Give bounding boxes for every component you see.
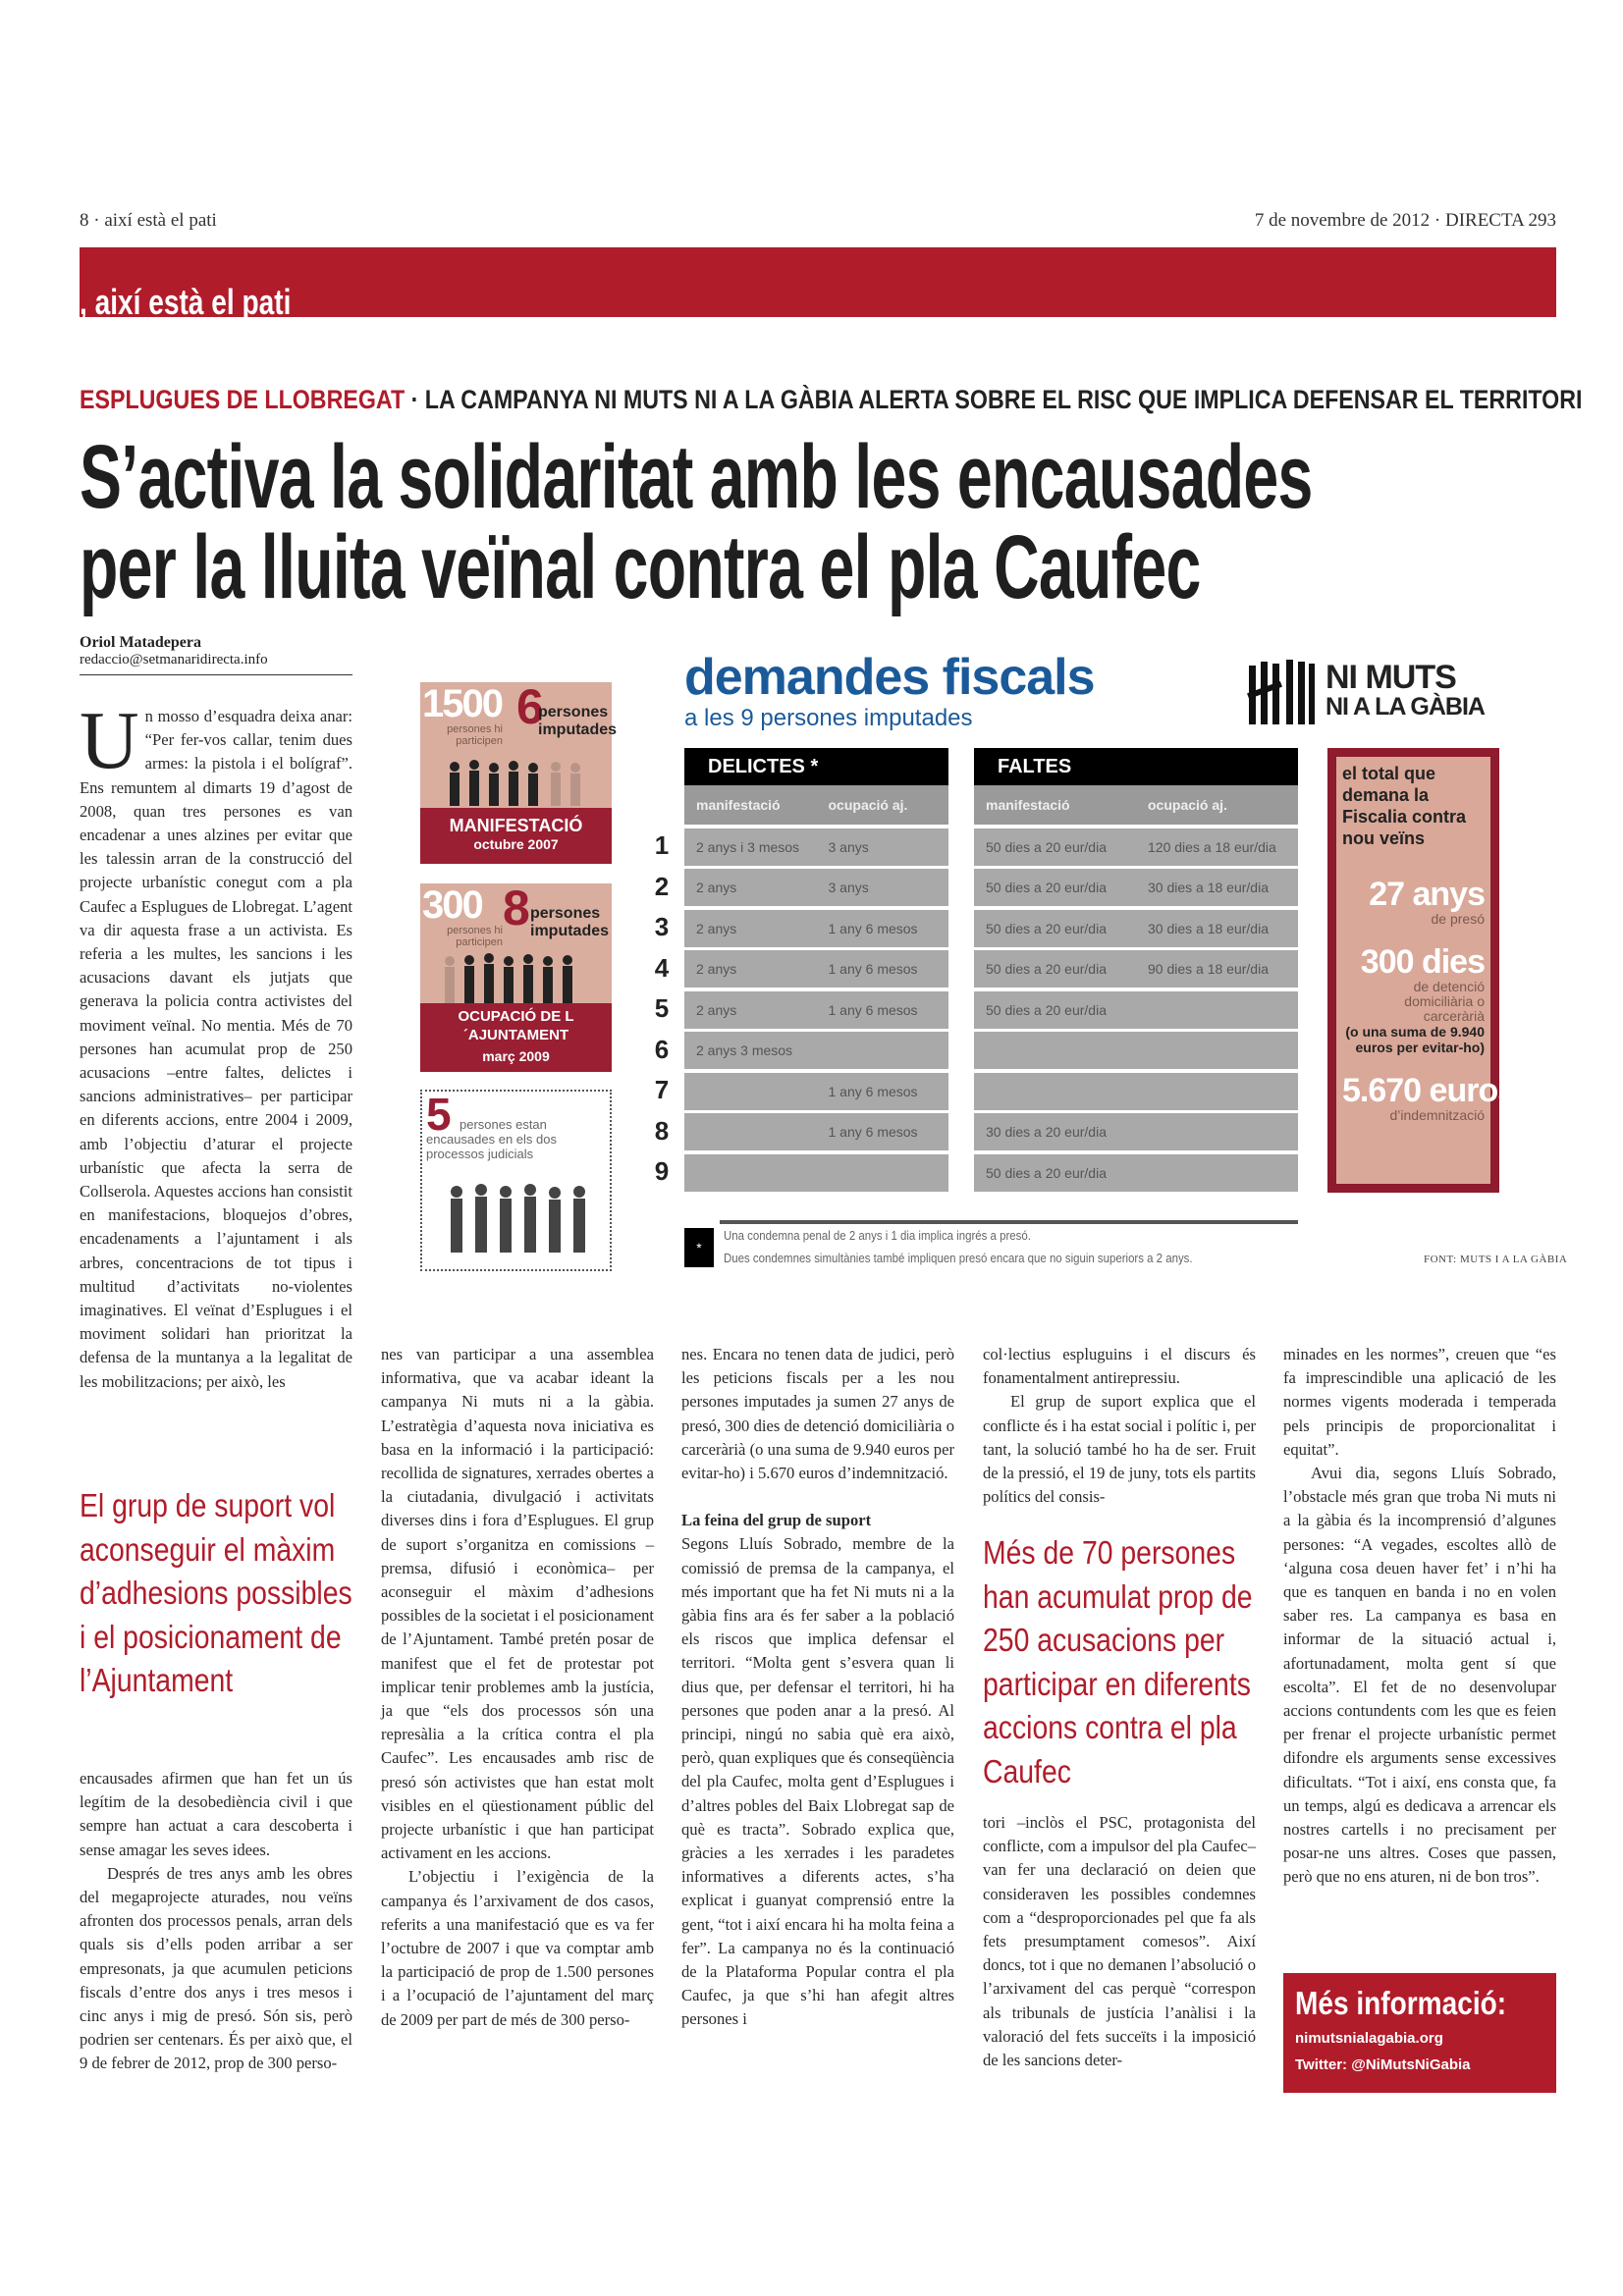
participants-count: 1500: [422, 682, 502, 725]
more-info-title: Més informació:: [1295, 1985, 1507, 2021]
event-date: març 2009: [482, 1048, 550, 1064]
page-folio: 8 · així està el pati: [80, 210, 217, 231]
participants-label: persones hi participen: [447, 925, 503, 948]
table-row: [684, 950, 948, 988]
cell: 1 any 6 mesos: [828, 961, 918, 977]
total-prison: 27 anys: [1369, 876, 1485, 913]
asterisk-icon: *: [684, 1228, 714, 1267]
cell: 50 dies a 20 eur/dia: [986, 1164, 1107, 1181]
headline-line: S’activa la solidaritat amb les encausades: [80, 427, 1313, 527]
cell: 2 anys: [696, 920, 737, 936]
paragraph: tori –inclòs el PSC, protagonista del conflicte, com a impulsor del pla Caufec– van fer una declaració on deien que consideraven les possibles condemnes com a “desproporcionades pel que fa als fets presumptament comesos”. Així doncs, tot i que no demanen l’absolució o l’arxivament del cas perquè “correspon als tribunals de justícia l’anàlisi i la valoració del fets succeïts i la imposició de les sancions deter-: [983, 1813, 1256, 2070]
imputed-count: 6: [516, 679, 544, 734]
paragraph: L’objectiu i l’exigència de la campanya és l’arxivament de dos casos, referits a una manifestació que es va fer l’octubre de 2007 i que va comptar amb la participació de prop de 1.500 persones i a l’ocupació de l’ajuntament del març de 2009 per part de més de 300 perso-: [381, 1867, 654, 2029]
pull-quote: Més de 70 persones han acumulat prop de 250 acusacions per participar en diferents accions contra el pla Caufec: [983, 1534, 1253, 1789]
column-header: manifestació: [986, 797, 1070, 813]
cell: 3 anys: [828, 880, 869, 895]
table-row: [974, 1032, 1298, 1069]
column-3: [681, 1343, 954, 2032]
stat-box-both-processes: [420, 1090, 612, 1271]
row-number: 2: [654, 871, 670, 901]
table-row: [684, 1154, 948, 1192]
table-row: [684, 869, 948, 906]
crowd-silhouette-icon: [440, 759, 592, 806]
cell: 30 dies a 18 eur/dia: [1148, 880, 1269, 895]
total-days-label: de detenció domiciliària o carceràrià: [1404, 979, 1485, 1024]
table-row: [974, 1073, 1298, 1110]
total-box: [1327, 748, 1516, 1193]
stat-box-manifestacio: [420, 679, 618, 864]
paragraph: n mosso d’esquadra deixa anar: “Per fer-vos callar, tenim dues armes: la pistola i el bolígraf”. Ens remuntem al dimarts 19 d’agost de 2008, quan tres persones es van encadenar a unes alzines per evitar que les talessin arran de la construcció del projecte urbanístic conegut com a pla Caufec a Esplugues de Llobregat. L’agent va dir aquesta frase a un activista. Es referia a les multes, les sancions i les acusacions davant els jutjats que generava la policia contra activistes del moviment veïnal. No mentia. Més de 70 persones han acumulat prop de 250 acusacions –entre faltes, delictes i sancions administratives– per participar en diferents accions, entre 2004 i 2009, amb l’objectiu d’aturar el projecte urbanístic que afecta la serra de Collserola. Aquestes accions han consistit en manifestacions, bloquejos d’obres, encadenaments a l’ajuntament i als arbres, concentracions de tot tipus i multitud d’activitats no-violentes imaginatives. El veïnat d’Esplugues i el moviment solidari han prioritzat la defensa de la muntanya a la legalitat de les mobilitzacions; per això, les: [80, 707, 352, 1391]
cell: 2 anys 3 mesos: [696, 1042, 793, 1058]
paragraph: encausades afirmen que han fet un ús legítim de la desobediència civil i que sempre han actuat a cara descoberta i sense amagar les seves idees.: [80, 1769, 352, 1859]
twitter-link[interactable]: Twitter: @NiMutsNiGabia: [1295, 2056, 1471, 2073]
subheading: La feina del grup de suport: [681, 1511, 872, 1530]
infographic-title: demandes fiscals: [684, 649, 1095, 706]
headline: [80, 427, 1313, 617]
table-row: [684, 828, 948, 866]
row-number: 8: [654, 1115, 670, 1146]
total-prison-label: de presó: [1431, 911, 1485, 927]
cell: 3 anys: [828, 838, 869, 855]
kicker-place: ESPLUGUES DE LLOBREGAT: [80, 385, 406, 414]
infographic-subtitle: a les 9 persones imputades: [684, 705, 973, 731]
total-euros: 5.670 euros: [1342, 1072, 1516, 1109]
logo-line: NI A LA GÀBIA: [1325, 693, 1485, 721]
cell: 2 anys: [696, 880, 737, 895]
event-label: [420, 1003, 612, 1072]
more-info-box: [1283, 1973, 1556, 2093]
both-label: persones estan encausades en els dos processos judicials: [426, 1117, 557, 1161]
column-1a: [80, 695, 352, 1394]
paragraph: Segons Lluís Sobrado, membre de la comissió de premsa de la campanya, el més important que ha fet Ni muts ni a la gàbia fins ara és fer saber a la població els riscos que implica defensar el territori. “Molta gent s’esvera quan li dius que, per defensar el territori, hi ha persones que poden anar a la presó. Al principi, ningú no sabia què era això, però, quan expliques que és conseqüència del pla Caufec, molta gent d’Esplugues i d’altres pobles del Baix Llobregat sap de què es tracta”. Sobrado explica que, gràcies a les xerrades i les paradetes informatives a diferents actes, s’ha explicat i guanyat comprensió entre la gent, “tot i així encara hi ha molta feina a fer”. La campanya no és la continuació de la Plataforma Popular contra el pla Caufec, ja que s’hi han afegit altres persones i: [681, 1534, 954, 2029]
paragraph: nes. Encara no tenen data de judici, però les peticions fiscals per a les nou persones imputades ja sumen 27 anys de presó, 300 dies de detenció domiciliària o carceràrià (o una suma de 9.940 euros per evitar-ho) i 5.670 euros d’indemnització.: [681, 1345, 954, 1483]
row-number: 1: [654, 830, 670, 860]
column-4b: [983, 1811, 1256, 2072]
row-number: 3: [654, 912, 670, 941]
total-heading: el total que demana la Fiscalia contra nou veïns: [1342, 764, 1467, 848]
event-date: octubre 2007: [473, 836, 559, 852]
row-number: 6: [654, 1034, 670, 1064]
table-row: [684, 1073, 948, 1110]
column-header: manifestació: [696, 797, 781, 813]
table-row: [684, 1032, 948, 1069]
prison-bars-icon: [1247, 658, 1316, 726]
table-row: [974, 1154, 1298, 1192]
cell: 2 anys: [696, 1001, 737, 1018]
paragraph: col·lectius espluguins i el discurs és fonamentalment antirepressiu.: [983, 1345, 1256, 1388]
logo-line: NI MUTS: [1325, 659, 1456, 696]
paragraph: Avui dia, segons Lluís Sobrado, l’obstacle més gran que troba Ni muts ni a la gàbia és la incomprensió d’algunes persones: “A vegades, escoltes allò de ‘alguna cosa deuen haver fet’ i n’hi ha que es tanquen en banda i no en volen saber res. La campanya es basa en informar de la situació actual i, afortunadament, molta gent sí que escolta”. El fet de no desenvolupar accions contundents com les que es feien per frenar el projecte urbanístic permet difondre els arguments sense excessives dificultats. “Tot i així, ens consta que, fa un temps, algú es dedicava a arrencar els nostres cartells i no precisament per posar-ne uns altres. Coses que passen, però que no ens aturen, ni de bon tros”.: [1283, 1464, 1556, 1887]
cell: 1 any 6 mesos: [828, 1083, 918, 1099]
paragraph: minades en les normes”, creuen que “es fa imprescindible una aplicació de les normes vigents moderada i temperada pels principis de proporcionalitat i equitat”.: [1283, 1345, 1556, 1459]
footnote-line: Dues condemnes simultànies també impliquen presó encara que no siguin superiors a 2 anys.: [724, 1251, 1193, 1265]
cell: 50 dies a 20 eur/dia: [986, 1001, 1107, 1018]
imputed-label: persones imputades: [530, 905, 610, 939]
crowd-silhouette-icon: [442, 1180, 594, 1258]
total-euros-label: d’indemnització: [1389, 1107, 1485, 1123]
faltes-table: [974, 748, 1298, 1192]
cell: 30 dies a 20 eur/dia: [986, 1124, 1107, 1140]
row-number: 4: [654, 952, 670, 983]
cell: 1 any 6 mesos: [828, 1001, 918, 1018]
table-row: [974, 950, 1298, 988]
headline-line: per la lluita veïnal contra el pla Caufec: [80, 517, 1201, 617]
event-label: [420, 808, 612, 864]
table-title: FALTES: [974, 748, 1298, 785]
table-title: DELICTES *: [684, 748, 948, 785]
event-name: MANIFESTACIÓ: [449, 816, 583, 835]
table-row: [974, 1113, 1298, 1150]
row-number: 5: [654, 993, 670, 1023]
column-4a: [983, 1343, 1256, 1509]
author: Oriol Matadepera: [80, 634, 201, 651]
cell: 50 dies a 20 eur/dia: [986, 920, 1107, 936]
cell: 2 anys: [696, 961, 737, 977]
row-number: 9: [654, 1156, 670, 1186]
pull-quote: El grup de suport vol aconseguir el màxim d’adhesions possibles i el posicionament de l’Ajuntament: [80, 1487, 352, 1698]
crowd-silhouette-icon: [440, 952, 592, 1003]
participants-label: persones hi participen: [447, 723, 503, 747]
stat-box-ocupacio: [420, 883, 612, 1072]
cell: 1 any 6 mesos: [828, 1124, 918, 1140]
table-row: [684, 991, 948, 1029]
total-days: 300 dies: [1360, 943, 1485, 981]
column-header: ocupació aj.: [1148, 797, 1227, 813]
table-row: [974, 869, 1298, 906]
author-email[interactable]: redaccio@setmanaridirecta.info: [80, 652, 268, 667]
participants-count: 300: [422, 883, 482, 927]
section-band: [80, 247, 1556, 322]
imputed-label: persones imputades: [538, 704, 618, 738]
website-link[interactable]: nimutsnialagabia.org: [1295, 2030, 1443, 2047]
issue-date: 7 de novembre de 2012 · DIRECTA 293: [1254, 210, 1556, 231]
source-credit: FONT: MUTS I A LA GÀBIA: [1424, 1254, 1568, 1265]
cell: 90 dies a 18 eur/dia: [1148, 961, 1269, 977]
event-name: OCUPACIÓ DE L´AJUNTAMENT: [458, 1008, 574, 1043]
row-number: 7: [654, 1075, 670, 1104]
cell: 2 anys i 3 mesos: [696, 838, 800, 855]
paragraph: El grup de suport explica que el conflicte és i ha estat social i polític i, per tant, la solució també ho ha de ser. Fruit de la pressió, el 19 de juny, tots els partits polítics del consis-: [983, 1392, 1256, 1507]
column-5: [1283, 1343, 1556, 1890]
table-row: [684, 910, 948, 947]
cell: 50 dies a 20 eur/dia: [986, 961, 1107, 977]
cell: 30 dies a 18 eur/dia: [1148, 920, 1269, 936]
total-days-note: (o una suma de 9.940 euros per evitar-ho): [1345, 1024, 1485, 1055]
column-2: [381, 1343, 654, 2032]
cell: 1 any 6 mesos: [828, 920, 918, 936]
column-1b: [80, 1767, 352, 2076]
both-count: 5: [426, 1089, 452, 1140]
campaign-logo: [1247, 658, 1485, 726]
table-row: [974, 991, 1298, 1029]
table-row: [974, 910, 1298, 947]
paragraph: Després de tres anys amb les obres del megaprojecte aturades, nou veïns afronten dos processos penals, arran dels quals sis d’ells poden arribar a ser empresonats, ja que acumulen peticions fiscals d’entre dos anys i tres mesos i cinc anys i mig de presó. Són sis, però podrien ser centenars. És per això que, el 9 de febrer de 2012, prop de 300 perso-: [80, 1863, 352, 2073]
table-row: [684, 1113, 948, 1150]
kicker: [80, 385, 1582, 415]
byline: [80, 634, 352, 675]
imputed-count: 8: [503, 881, 530, 935]
section-title: , així està el pati: [80, 282, 292, 322]
kicker-text: · LA CAMPANYA NI MUTS NI A LA GÀBIA ALERTA SOBRE EL RISC QUE IMPLICA DEFENSAR EL TERRITORI: [405, 385, 1583, 414]
cell: 120 dies a 18 eur/dia: [1148, 838, 1276, 855]
cell: 50 dies a 20 eur/dia: [986, 880, 1107, 895]
footnote: [684, 1220, 1298, 1269]
footnote-line: Una condemna penal de 2 anys i 1 dia implica ingrés a presó.: [724, 1228, 1031, 1243]
paragraph: nes van participar a una assemblea informativa, que va acabar ideant la campanya Ni muts ni a la gàbia. L’estratègia d’aquesta nova iniciativa es basa en la informació i la participació: recollida de signatures, xerrades obertes a la ciutadania, divulgació i activitats diverses dins i fora d’Esplugues. El grup de suport s’organitza en comissions –premsa, difusió i econòmica– per aconseguir el màxim d’adhesions possibles de la societat i el posicionament de l’Ajuntament. També pretén posar de manifest que el fet de protestar pot implicar tenir problemes amb la justícia, ja que “els dos processos són una represàlia a la crítica contra el pla Caufec”. Les encausades amb risc de presó són activistes que han estat molt visibles en el qüestionament públic del projecte urbanístic i que han participat activament en les accions.: [381, 1345, 654, 1863]
cell: 50 dies a 20 eur/dia: [986, 838, 1107, 855]
table-row: [974, 828, 1298, 866]
delictes-table: [684, 748, 948, 1192]
drop-cap: U: [80, 695, 139, 786]
column-header: ocupació aj.: [828, 797, 908, 813]
